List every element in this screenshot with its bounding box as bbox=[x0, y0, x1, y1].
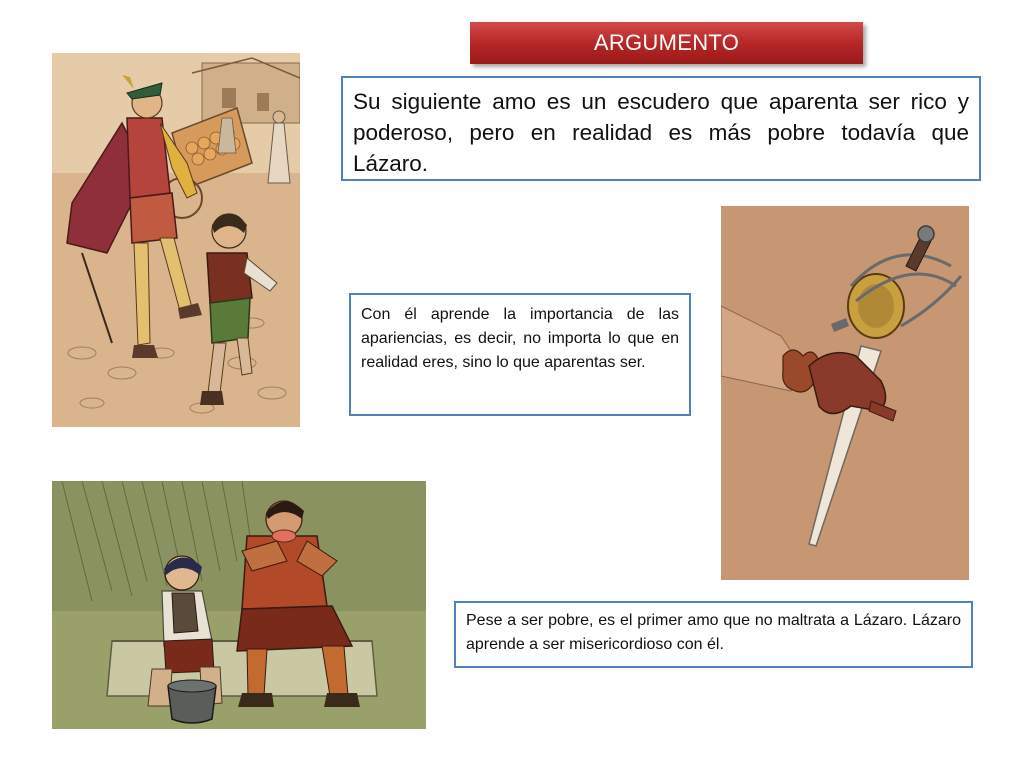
text-box-appearances-lesson: Con él aprende la importancia de las apariencias, es decir, no importa lo que en realidad eres, sino lo que aparentas ser. bbox=[349, 293, 691, 416]
hand-holding-sword-illustration bbox=[721, 206, 969, 580]
slide-title: ARGUMENTO bbox=[470, 22, 863, 64]
text-box-master-description: Su siguiente amo es un escudero que aparenta ser rico y poderoso, pero en realidad es más pobre todavía que Lázaro. bbox=[341, 76, 981, 181]
squire-and-lazaro-walking-illustration bbox=[52, 53, 300, 427]
text-box-mercy-lesson: Pese a ser pobre, es el primer amo que no maltrata a Lázaro. Lázaro aprende a ser misericordioso con él. bbox=[454, 601, 973, 668]
squire-and-lazaro-eating-illustration bbox=[52, 481, 426, 729]
